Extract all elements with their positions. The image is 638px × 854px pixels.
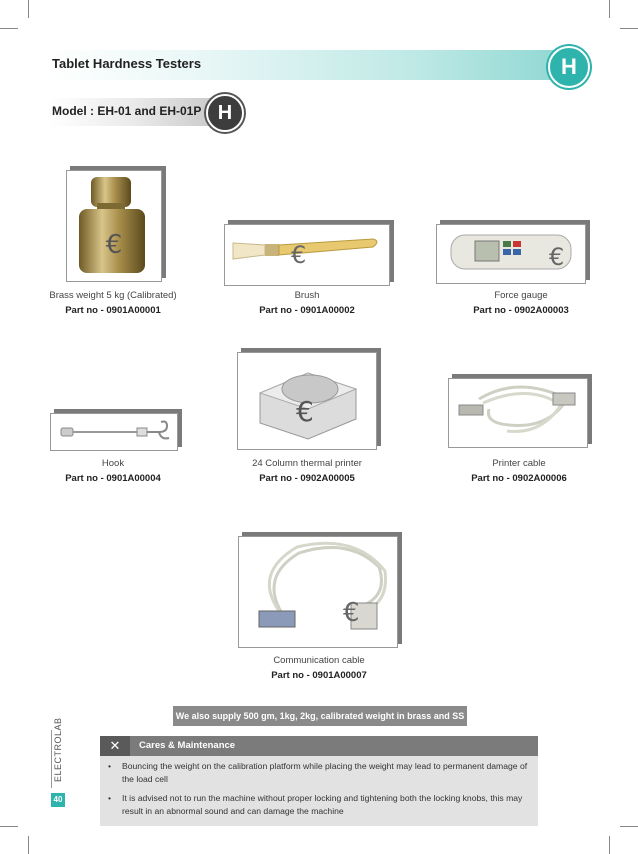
force-gauge-image [436, 224, 586, 284]
brass-weight-image [66, 170, 162, 282]
item-caption: Brush [294, 290, 320, 301]
item-caption: 24 Column thermal printer [252, 458, 362, 469]
crop-mark [620, 28, 638, 29]
cares-title: Cares & Maintenance [139, 740, 236, 751]
page-number: 40 [51, 793, 65, 807]
communication-cable-image [238, 536, 398, 648]
crop-mark [28, 0, 29, 18]
supply-note: We also supply 500 gm, 1kg, 2kg, calibrated weight in brass and SS [173, 706, 467, 726]
item-part-number: Part no - 0901A00004 [65, 473, 161, 484]
list-item: • It is advised not to run the machine without proper locking and tightening both the locking knobs, this may result in an abnormal sound and can damage the machine [108, 793, 523, 816]
svg-text:€: € [296, 395, 314, 428]
item-part-number: Part no - 0901A00001 [65, 305, 161, 316]
crop-mark [28, 836, 29, 854]
brush-image [224, 224, 390, 286]
item-caption: Force gauge [494, 290, 548, 301]
svg-text:€: € [343, 598, 360, 628]
printer-cable-image [448, 378, 588, 448]
item-caption: Printer cable [492, 458, 546, 469]
crop-mark [0, 28, 18, 29]
item-part-number: Part no - 0902A00005 [259, 473, 355, 484]
tools-icon: ✕ [100, 736, 130, 756]
crop-mark [0, 826, 18, 827]
item-caption: Brass weight 5 kg (Calibrated) [49, 290, 177, 301]
crop-mark [609, 836, 610, 854]
item-part-number: Part no - 0901A00007 [271, 670, 367, 681]
list-item: • Bouncing the weight on the calibration platform while placing the weight may lead to permanent damage of the load cell [108, 761, 528, 784]
item-part-number: Part no - 0902A00003 [473, 305, 569, 316]
svg-text:€: € [549, 243, 565, 271]
model-badge: H [206, 94, 244, 132]
hook-image [50, 413, 178, 451]
svg-text:€: € [291, 241, 307, 269]
model-title: Model : EH-01 and EH-01P [52, 104, 202, 118]
brand-logo-text: ELECTROLAB [53, 717, 63, 782]
crop-mark [620, 826, 638, 827]
crop-mark [609, 0, 610, 18]
page-title: Tablet Hardness Testers [52, 56, 202, 71]
item-caption: Hook [101, 458, 125, 469]
item-part-number: Part no - 0901A00002 [259, 305, 355, 316]
thermal-printer-image [237, 352, 377, 450]
footer-divider [51, 730, 52, 788]
item-part-number: Part no - 0902A00006 [471, 473, 567, 484]
svg-text:€: € [105, 230, 123, 260]
section-badge: H [548, 46, 590, 88]
item-caption: Communication cable [273, 655, 365, 666]
